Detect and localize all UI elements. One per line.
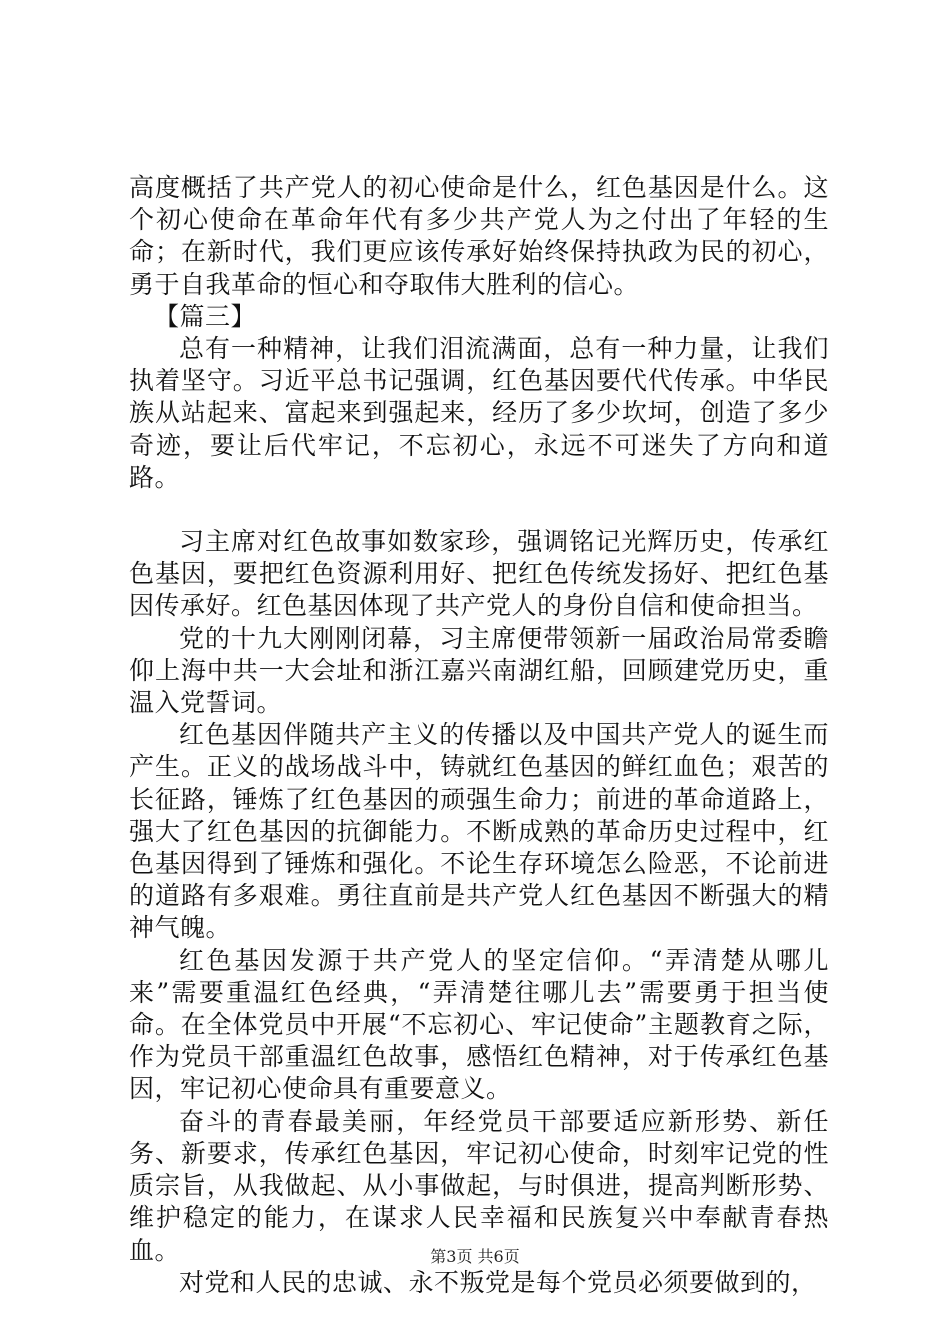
paragraph: 党的十九大刚刚闭幕，习主席便带领新一届政治局常委瞻仰上海中共一大会址和浙江嘉兴南湖红船，回顾建党历史，重温入党誓词。 [129,623,829,718]
section-heading: 【篇三】 [154,301,257,331]
page-footer [0,1244,950,1267]
paragraph: 习主席对红色故事如数家珍，强调铭记光辉历史，传承红色基因，要把红色资源利用好、把红色传统发扬好、把红色基因传承好。红色基因体现了共产党人的身份自信和使命担当。 [129,527,829,621]
paragraph: 对党和人民的忠诚、永不叛党是每个党员必须要做到的， [179,1267,817,1297]
page-number: 第3页 共6页 [430,1247,520,1266]
paragraph: 奋斗的青春最美丽，年经党员干部要适应新形势、新任务、新要求，传承红色基因，牢记初心使命，时刻牢记党的性质宗旨，从我做起、从小事做起，与时俱进，提高判断形势、维护稳定的能力，在谋求人民幸福和民族复兴中奉献青春热血。 [129,1106,829,1265]
paragraph: 红色基因发源于共产党人的坚定信仰。“弄清楚从哪儿来”需要重温红色经典，“弄清楚往哪儿去”需要勇于担当使命。在全体党员中开展“不忘初心、牢记使命”主题教育之际，作为党员干部重温红色故事，感悟红色精神，对于传承红色基因，牢记初心使命具有重要意义。 [129,945,829,1104]
paragraph: 总有一种精神，让我们泪流满面，总有一种力量，让我们执着坚守。习近平总书记强调，红色基因要代代传承。中华民族从站起来、富起来到强起来，经历了多少坎坷，创造了多少奇迹，要让后代牢记，不忘初心，永远不可迷失了方向和道路。 [129,334,829,492]
paragraph: 红色基因伴随共产主义的传播以及中国共产党人的诞生而产生。正义的战场战斗中，铸就红色基因的鲜红血色；艰苦的长征路，锤炼了红色基因的顽强生命力；前进的革命道路上，强大了红色基因的抗御能力。不断成熟的革命历史过程中，红色基因得到了锤炼和强化。不论生存环境怎么险恶，不论前进的道路有多艰难。勇往直前是共产党人红色基因不断强大的精神气魄。 [129,720,829,943]
paragraph-continuation: 高度概括了共产党人的初心使命是什么，红色基因是什么。这个初心使命在革命年代有多少共产党人为之付出了年轻的生命；在新时代，我们更应该传承好始终保持执政为民的初心，勇于自我革命的恒心和夺取伟大胜利的信心。 [129,173,829,299]
paragraph-gap [129,494,829,526]
document-body [129,172,829,1299]
